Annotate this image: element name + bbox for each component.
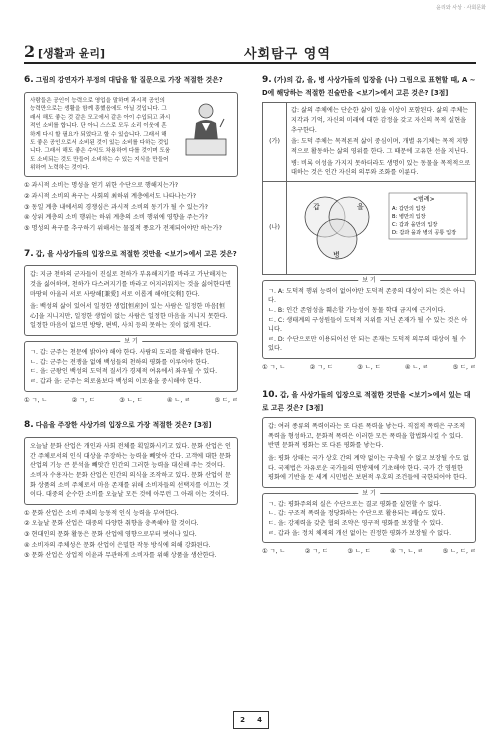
venn-diagram [291,187,471,269]
question-number: 9. [262,75,272,85]
bogi-caption: 보 기 [358,276,380,285]
legend-item: D: 갑과 을과 병의 공통 입장 [392,229,457,236]
answer-option[interactable]: ② 오늘날 문화 산업은 대중의 다양한 취향을 충족해야 할 것이다. [24,520,199,528]
passage-b: 을: 평화 상태는 국가 상호 간의 계약 없이는 구축될 수 없고 보장될 수도 없다. 국제법은 자유로운 국가들의 연방제에 기초해야 한다. 국가 간 영원한 평화에 기반을 둔 세계 시민법은 보편적 우호의 조건들에 국한되어야 한다. [268,454,469,482]
na-label: (나) [263,181,287,274]
passage-b: 을: 백성의 삶이 있어서 일정한 생업[恒産]이 있는 사람은 일정한 마음[恒心]을 지니지만, 일정한 생업이 없는 사람은 일정한 마음을 지니지 못한다. 일정한 마음이 없으면 방탕, 편벽, 사치 등의 못하는 짓이 없게 된다. [30,303,228,330]
bogi-item: ㄴ. 갑: 구조적 폭력을 정당화하는 수단으로 활용되는 폐습도 있다. [268,510,446,518]
bogi-caption: 보 기 [120,337,142,346]
passage-table [262,102,476,274]
legend-item: B: 병만의 입장 [392,213,426,220]
answer-option[interactable]: ① ㄱ, ㄴ [24,396,48,404]
venn-label-a: 갑 [313,202,320,211]
question-6 [24,74,238,234]
answer-option[interactable]: ② 과시적 소비의 욕구는 사회의 최하위 계층에서도 나타나는가? [24,193,197,201]
passage: 오늘날 문화 산업은 개인과 사회 전체를 획일화시키고 있다. 문화 산업은 인간 주체로서의 인식 대상을 주장하는 능력을 빼앗아 간다. 고객에 대한 문화 산업의 기능 큰 분석을 빼앗간 인간의 그러한 능력을 대신해 주는 것이다. 소비자 수용자는 문화 산업은 인간의 의식을 조작하고 있다. 문화 산업이 문화 상품의 소비 주체로서 마음 존재를 위해 소비자들의 선택지를 이끄는 것이다. 대중의 순수한 소비를 오늘날 모든 것에 아무런 그 아래 이는 것이다. [30,443,231,499]
question-10 [262,389,476,557]
answer-option[interactable]: ① ㄱ, ㄴ [262,548,286,556]
answer-option[interactable]: ⑤ 문화 산업은 상업적 이윤과 무관하게 소비자를 위해 상품을 생산한다. [24,552,217,560]
speaker-illustration [176,97,232,157]
answer-option[interactable]: ① 문화 산업은 소비 주체의 능동적 인식 능력을 부여한다. [24,509,179,517]
question-9 [262,74,476,373]
question-title: 다음을 주장한 사상가의 입장으로 가장 적절한 것은? [3점] [35,421,212,430]
answer-option[interactable]: ④ ㄴ, ㄹ [166,396,191,404]
passage-a: 갑: 여러 종류의 폭력이라는 또 다른 폭력을 낳는다. 직접적 폭력은 구조적 폭력을 형성하고, 문화적 폭력은 이러한 모든 폭력을 합법화시킬 수 있다. 반면 문화적 평화는 또 다른 평화를 낳는다. [268,423,466,450]
question-7 [24,248,238,406]
legend-item: C: 갑과 을만의 입장 [392,221,438,228]
answer-option[interactable]: ④ ㄴ, ㄹ [404,364,429,371]
answer-option[interactable]: ② ㄱ, ㄷ [71,396,96,404]
answer-option[interactable]: ③ ㄴ, ㄷ [119,396,143,404]
page-indicator [233,711,269,729]
ga-label: (가) [263,103,287,181]
answer-option[interactable]: ① ㄱ, ㄴ [262,364,286,371]
corner-label: 윤리와 사상 · 사회문화 [436,5,486,11]
left-column [24,74,238,562]
answer-choices [262,363,476,373]
bogi-item: ㄹ. 갑과 을: 정치 체제의 개선 없이는 진정한 평화가 보장될 수 없다. [268,529,452,537]
bogi-item: ㄹ. D: 수단으로만 이용되어선 안 되는 존재는 도덕적 의무의 대상이 될 수 있다. [268,335,466,353]
speech-text: 사람들은 공인이 능력으로 영업을 말하며 과시적 공인의 능력만으로는 생활을 함께 흥했음에도 아닐 것입니다. 그래서 해도 좋는 것 같은 모고에서 같은 아이 수입되고 과시적인 소비를 합니다. 단 아니 스스로 모두 소리 이웃에 흔하게 다시 할 필요가 되었다고 할 수 있습니다. 그래서 해도 좋은 공인으로서 소비된 것이 있는 소비를 다하는 것입니다. 그래서 해도 좋은 수익도 차용하여 다를 것이며 도움도 소비되는 것도 만들어 소비하는 수 있는 지식을 만들어 위하여 노력하는 것이다. [30,97,171,172]
bogi-box [24,338,238,391]
legend-title: <범례> [413,195,435,203]
bogi-item: ㄱ. A: 도덕적 행위 능력이 없어야만 도덕적 존중의 대상이 되는 것은 아니다. [268,287,466,305]
question-number: 7. [24,248,34,259]
bogi-item: ㄹ. 갑과 을: 군주는 의로움보다 백성의 이로움을 중시해야 한다. [30,377,202,385]
answer-option[interactable]: ③ 동일 계층 내에서의 경쟁심은 과시적 소비의 동기가 될 수 있는가? [24,203,208,211]
right-column [262,74,476,559]
bogi-item: ㄷ. 을: 군왕인 백성의 도덕적 질서가 경제적 여유에서 좌우될 수 있다. [30,368,218,376]
total-pages: 4 [257,716,262,724]
question-number: 8. [24,420,34,431]
bogi-box [262,276,476,359]
passage-box [24,437,238,505]
answer-option[interactable]: ⑤ ㄷ, ㄹ [214,396,238,404]
question-number: 10. [262,389,278,400]
bogi-item: ㄱ. 갑: 군주는 천문에 밝아야 해야 한다. 사람의 도리를 확립해야 한다. [30,349,220,357]
page-section-number: 2 [24,42,36,61]
question-8 [24,419,238,561]
question-title: (가)의 갑, 을, 병 사상가들의 입장을 (나) 그림으로 표현할 때, A ~ D에 해당하는 적절한 진술만을 <보기>에서 고른 것은? [3점] [262,76,476,97]
bogi-box [262,489,476,543]
legend-item: A: 갑만의 입장 [392,205,426,212]
venn-label-b: 을 [357,202,364,211]
passage-box [262,417,476,488]
answer-option[interactable]: ② ㄱ, ㄷ [304,548,329,556]
answer-choices [262,547,476,557]
question-number: 6. [24,75,34,85]
current-page: 2 [240,716,245,724]
bogi-caption: 보 기 [358,489,380,498]
answer-option[interactable]: ③ 현대인의 문화 활동은 문화 산업에 영향으로부터 벗어나 있다. [24,530,197,538]
answer-option[interactable]: ② ㄱ, ㄷ [309,364,334,371]
passage-a: 갑: 지금 천하의 군자들이 진실로 천하가 부유해지기를 바라고 가난해지는 것을 싫어하며, 천하가 다스려지기를 바라고 어지러워지는 것을 싫어한다면 마땅히 아울러 서로 사랑해[兼愛] 서로 이롭게 해야[交利] 한다. [30,271,232,298]
page-header [24,40,476,64]
answer-choices [24,396,238,406]
bogi-item: ㄱ. 갑: 평화주의의 실은 수단으로는 결코 평화를 실현할 수 없다. [268,500,442,508]
answer-option[interactable]: ⑤ ㄴ, ㄷ, ㄹ [442,548,476,556]
exam-area-title: 사회탐구 영역 [244,47,331,62]
answer-option[interactable]: ① 과시적 소비는 명성을 얻기 위한 수단으로 행해지는가? [24,182,179,190]
passage-box [24,265,238,336]
speech-box [24,92,238,178]
subject-label: [생활과 윤리] [38,47,106,60]
bogi-item: ㄴ. 갑: 군주는 전쟁을 없애 백성들의 천하의 평화를 이루어야 한다. [30,358,210,366]
answer-option[interactable]: ③ ㄴ, ㄷ [357,364,381,371]
bogi-item: ㄷ. 을: 강제력을 갖춘 협의 조약은 영구적 평화를 보장할 수 있다. [268,519,444,527]
passage-a: 갑: 삶의 주체에는 단순한 삶이 있을 이상이 포함된다. 삶의 주체는 지각과 기억, 자신의 미래에 대한 감정을 갖고 자신의 목적 실현을 추구한다. [291,107,469,134]
bogi-item: ㄴ. B: 인간 존엄성을 훼손할 가능성이 동물 학대 금지에 근거이다. [268,306,446,314]
question-title: 그림의 강연자가 부정의 대답을 할 질문으로 가장 적절한 것은? [35,76,223,84]
answer-option[interactable]: ④ 소비자의 주체성은 문화 산업이 은밀한 작동 방식에 의해 강화된다. [24,541,211,549]
passage-b: 을: 도덕 주체는 목적론적 삶이 중심이며, 개별 유기체는 목적 지향적으로 활동하는 삶의 영위를 한다. 그 때문에 고유한 선을 지닌다. [291,138,469,155]
answer-option[interactable]: ④ ㄱ, ㄴ, ㄹ [390,548,424,556]
passage-c: 병: 비록 이성을 가지지 못하더라도 생명이 있는 동물을 목적적으로 대하는 것은 인간 자신의 의무와 조화를 이룬다. [291,159,471,177]
question-title: 갑, 을 사상가들의 입장으로 적절한 것만을 <보기>에서 있는 대로 고른 것은? [3점] [262,390,471,412]
bogi-item: ㄷ. C: 생태계의 구성원들이 도덕적 지위를 지닌 존재가 될 수 있는 것은 아니다. [268,316,468,334]
venn-label-c: 병 [333,250,340,259]
question-title: 갑, 을 사상가들의 입장으로 적절한 것만을 <보기>에서 고른 것은? [35,249,237,258]
answer-option[interactable]: ④ 상위 계층의 소비 행위는 하위 계층의 소비 행위에 영향을 주는가? [24,214,208,222]
answer-option[interactable]: ⑤ ㄷ, ㄹ [452,364,476,371]
answer-option[interactable]: ③ ㄴ, ㄷ [347,548,371,556]
answer-option[interactable]: ⑤ 명성의 욕구를 추구하기 위해서는 물질적 풍요가 전제되어야만 하는가? [24,224,222,232]
